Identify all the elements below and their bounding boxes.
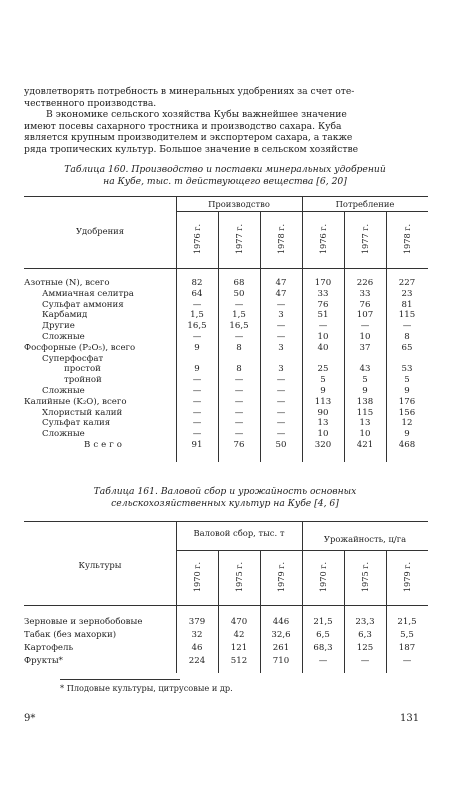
cell-value: —: [276, 429, 286, 440]
table161-year-header: 1970 г.: [192, 561, 202, 593]
table-row: [24, 397, 428, 408]
cell-value: 320: [314, 439, 332, 450]
row-label: Сульфат калия: [42, 418, 111, 429]
cell-value: 224: [188, 656, 206, 666]
cell-value: 125: [356, 643, 374, 653]
cell-value: 138: [356, 396, 374, 407]
cell-value: 187: [398, 643, 416, 653]
cell-value: —: [360, 656, 370, 666]
text-line: чественного производства.: [24, 97, 157, 109]
table-row: [24, 375, 428, 386]
cell-value: —: [276, 375, 286, 386]
table-row: [24, 354, 428, 365]
cell-value: 6,5: [316, 630, 330, 640]
cell-value: 5: [362, 375, 368, 386]
cell-value: 43: [359, 364, 371, 375]
table-row: [24, 278, 428, 289]
cell-value: 33: [317, 288, 329, 299]
cell-value: —: [276, 299, 286, 310]
table161-year-header: 1979 г.: [402, 561, 412, 593]
table161-footnote: * Плодовые культуры, цитрусовые и др.: [60, 683, 233, 693]
footnote-rule: [60, 679, 180, 680]
cell-value: 3: [278, 310, 284, 321]
cell-value: 176: [398, 396, 416, 407]
table161-top-rule: [24, 521, 428, 522]
table-row: [24, 642, 428, 655]
table-row: [24, 364, 428, 375]
table160-caption: [60, 164, 390, 187]
cell-value: 5: [404, 375, 410, 386]
row-label: Фосфорные (P₂O₅), всего: [24, 342, 136, 353]
cell-value: —: [192, 396, 202, 407]
cell-value: 82: [191, 278, 203, 288]
cell-value: 156: [398, 407, 416, 418]
text-line: ряда тропических культур. Большое значение в сельском хозяйстве: [24, 143, 359, 155]
table-row: [24, 332, 428, 343]
row-label: Аммиачная селитра: [42, 288, 134, 299]
cell-value: 3: [278, 342, 284, 353]
cell-value: 3: [278, 364, 284, 375]
cell-value: 113: [314, 396, 332, 407]
cell-value: 23,3: [355, 617, 375, 627]
cell-value: 50: [233, 288, 245, 299]
cell-value: 5: [320, 375, 326, 386]
cell-value: —: [192, 331, 202, 342]
table-row: [24, 343, 428, 354]
row-label: Другие: [42, 321, 75, 332]
cell-value: 40: [317, 342, 329, 353]
cell-value: 46: [191, 643, 203, 653]
table160-year-header: 1978 г.: [276, 223, 286, 255]
cell-value: 1,5: [232, 310, 246, 321]
cell-value: 512: [230, 656, 248, 666]
cell-value: 90: [317, 407, 329, 418]
row-label: Азотные (N), всего: [24, 278, 110, 288]
cell-value: 32,6: [271, 630, 291, 640]
cell-value: 16,5: [229, 321, 249, 332]
cell-value: 51: [317, 310, 329, 321]
cell-value: 64: [191, 288, 203, 299]
cell-value: 42: [233, 630, 245, 640]
cell-value: 10: [359, 331, 371, 342]
cell-value: 13: [317, 418, 329, 429]
cell-value: —: [276, 331, 286, 342]
caption-line: сельскохозяйственных культур на Кубе [4, 6]: [111, 497, 339, 509]
cell-value: 226: [356, 278, 374, 288]
cell-value: 21,5: [397, 617, 417, 627]
table-row: [24, 629, 428, 642]
table160-top-rule: [24, 196, 428, 197]
table161-body: [24, 616, 428, 668]
table-row: [24, 440, 428, 451]
cell-value: 76: [317, 299, 329, 310]
row-label: Сложные: [42, 385, 85, 396]
cell-value: 25: [317, 364, 329, 375]
cell-value: [386, 354, 428, 365]
table-row: [24, 418, 428, 429]
table161-group-yield: Урожайность, ц/га: [323, 534, 407, 544]
table160-body: [24, 278, 428, 451]
row-label: Хлористый калий: [42, 407, 123, 418]
cell-value: 47: [275, 278, 287, 288]
table-row: [24, 300, 428, 311]
cell-value: 9: [362, 385, 368, 396]
text-line: является крупным производителем и экспортером сахара, а также: [24, 132, 353, 143]
cell-value: 9: [194, 342, 200, 353]
cell-value: 91: [191, 439, 203, 450]
cell-value: —: [234, 331, 244, 342]
cell-value: 121: [230, 643, 248, 653]
cell-value: 68,3: [313, 643, 333, 653]
cell-value: 8: [404, 331, 410, 342]
table-row: [24, 289, 428, 300]
cell-value: 421: [356, 439, 374, 450]
table-row: [24, 321, 428, 332]
caption-line: Таблица 161. Валовой сбор и урожайность основных: [93, 486, 357, 497]
cell-value: —: [234, 429, 244, 440]
table160-year-header: 1978 г.: [402, 223, 412, 255]
text-line: имеют посевы сахарного тростника и производство сахара. Куба: [24, 120, 342, 132]
cell-value: 9: [320, 385, 326, 396]
cell-value: 21,5: [313, 617, 333, 627]
table160-year-header: 1977 г.: [234, 223, 244, 255]
table161-header-rule: [24, 605, 428, 606]
cell-value: —: [276, 407, 286, 418]
cell-value: 6,3: [358, 630, 372, 640]
table160-group-production: Производство: [208, 199, 270, 209]
caption-line: Таблица 160. Производство и поставки минеральных удобрений: [64, 164, 386, 175]
cell-value: 1,5: [190, 310, 204, 321]
cell-value: 37: [359, 342, 371, 353]
cell-value: 10: [317, 429, 329, 440]
table160-group-consumption: Потребление: [335, 199, 395, 209]
cell-value: 10: [317, 331, 329, 342]
cell-value: 33: [359, 288, 371, 299]
row-label: Фрукты*: [24, 656, 63, 666]
table161-year-header: 1975 г.: [360, 561, 370, 593]
cell-value: 107: [356, 310, 374, 321]
intro-paragraph: [24, 86, 428, 155]
cell-value: —: [318, 321, 328, 332]
cell-value: [260, 354, 302, 365]
table-row: [24, 429, 428, 440]
row-label: Сложные: [42, 429, 85, 440]
text-line: удовлетворять потребность в минеральных удобрениях за счет оте-: [24, 86, 355, 97]
row-label: Зерновые и зернобобовые: [24, 617, 143, 627]
cell-value: [176, 354, 218, 365]
row-label: простой: [64, 364, 101, 375]
row-label: Карбамид: [42, 310, 88, 321]
cell-value: —: [360, 321, 370, 332]
cell-value: —: [234, 396, 244, 407]
cell-value: 8: [236, 342, 242, 353]
cell-value: 50: [275, 439, 287, 450]
cell-value: [302, 354, 344, 365]
cell-value: —: [192, 385, 202, 396]
cell-value: 710: [272, 656, 290, 666]
page-signature: 9*: [24, 713, 36, 724]
row-label: Картофель: [24, 643, 74, 653]
table161-col-header: Культуры: [78, 560, 122, 570]
row-label: Сложные: [42, 331, 85, 342]
cell-value: 9: [404, 429, 410, 440]
cell-value: 81: [401, 299, 413, 310]
cell-value: —: [276, 418, 286, 429]
cell-value: —: [276, 321, 286, 332]
cell-value: —: [234, 385, 244, 396]
table160-year-header: 1976 г.: [192, 223, 202, 255]
cell-value: [344, 354, 386, 365]
cell-value: 32: [191, 630, 203, 640]
row-label: тройной: [64, 375, 102, 386]
cell-value: 9: [404, 385, 410, 396]
row-label: Сульфат аммония: [42, 299, 124, 310]
cell-value: 23: [401, 288, 413, 299]
cell-value: [218, 354, 260, 365]
cell-value: —: [234, 418, 244, 429]
cell-value: 8: [236, 364, 242, 375]
table-row: [24, 616, 428, 629]
cell-value: 76: [233, 439, 245, 450]
cell-value: 76: [359, 299, 371, 310]
cell-value: —: [276, 385, 286, 396]
row-label: Калийные (K₂O), всего: [24, 396, 127, 407]
table-row: [24, 408, 428, 419]
cell-value: 115: [398, 310, 416, 321]
cell-value: 227: [398, 278, 416, 288]
table160-header-rule: [24, 268, 428, 269]
cell-value: 10: [359, 429, 371, 440]
cell-value: —: [276, 396, 286, 407]
cell-value: —: [234, 299, 244, 310]
cell-value: 446: [272, 617, 290, 627]
cell-value: —: [192, 299, 202, 310]
cell-value: 13: [359, 418, 371, 429]
cell-value: 5,5: [400, 630, 414, 640]
cell-value: 12: [401, 418, 413, 429]
cell-value: —: [234, 375, 244, 386]
cell-value: —: [192, 429, 202, 440]
page-number: 131: [400, 713, 420, 724]
table161-year-header: 1975 г.: [234, 561, 244, 593]
table160-col-header: Удобрения: [75, 226, 125, 236]
cell-value: —: [402, 321, 412, 332]
table160-year-header: 1977 г.: [360, 223, 370, 255]
table-row: [24, 655, 428, 668]
row-label: Суперфосфат: [42, 353, 104, 364]
row-label: Табак (без махорки): [24, 630, 117, 640]
cell-value: 53: [401, 364, 413, 375]
cell-value: 170: [314, 278, 332, 288]
cell-value: —: [192, 418, 202, 429]
cell-value: 468: [398, 439, 416, 450]
cell-value: 379: [188, 617, 206, 627]
table161-year-header: 1979 г.: [276, 561, 286, 593]
cell-value: 470: [230, 617, 248, 627]
cell-value: 261: [272, 643, 290, 653]
cell-value: 16,5: [187, 321, 207, 332]
cell-value: 115: [356, 407, 374, 418]
table160-year-header: 1976 г.: [318, 223, 328, 255]
cell-value: —: [192, 375, 202, 386]
cell-value: —: [192, 407, 202, 418]
table161-year-header: 1970 г.: [318, 561, 328, 593]
table161-caption: [60, 486, 390, 509]
cell-value: —: [234, 407, 244, 418]
text-line: В экономике сельского хозяйства Кубы важнейшее значение: [46, 109, 347, 120]
caption-line: на Кубе, тыс. т действующего вещества [6, 20]: [103, 175, 347, 187]
row-label: Всего: [84, 439, 125, 450]
cell-value: 9: [194, 364, 200, 375]
table-row: [24, 310, 428, 321]
cell-value: 65: [401, 342, 413, 353]
cell-value: —: [318, 656, 328, 666]
cell-value: 68: [233, 278, 245, 288]
cell-value: —: [402, 656, 412, 666]
table-row: [24, 386, 428, 397]
cell-value: 47: [275, 288, 287, 299]
table161-group-gross: Валовой сбор, тыс. т: [193, 528, 285, 538]
